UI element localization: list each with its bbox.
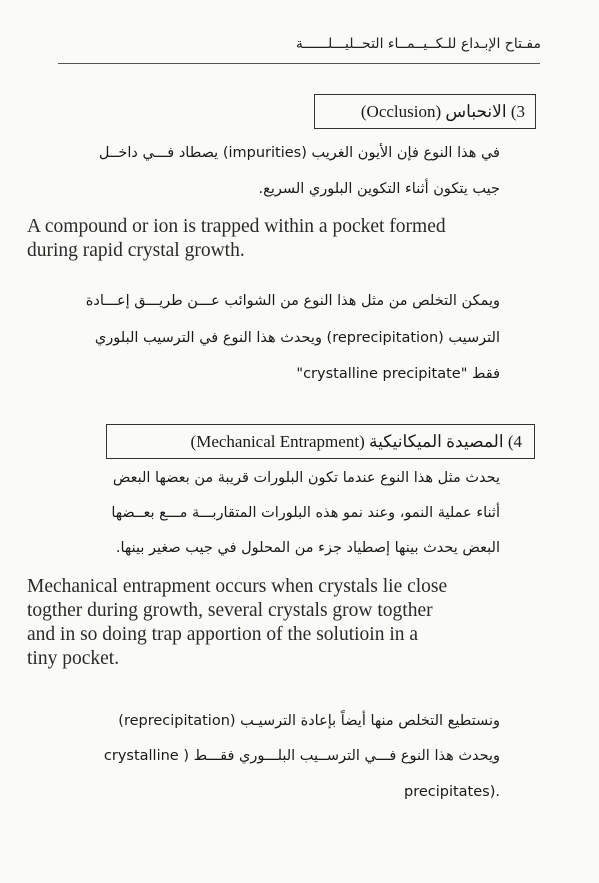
section-4-removal-line-3: .(precipitates <box>403 784 500 800</box>
section-4-english-line-2: togther during growth, several crystals grow togther <box>27 600 433 621</box>
section-3-english-line-2: during rapid crystal growth. <box>27 240 245 261</box>
section-4-english-line-1: Mechanical entrapment occurs when crystals lie close <box>27 576 448 597</box>
section-4-heading: 4) المصيدة الميكانيكية (Mechanical Entrapment) <box>106 424 535 459</box>
section-3-heading: 3) الانحباس (Occlusion) <box>314 94 536 129</box>
section-3-arabic-line-1: في هذا النوع فإن الأيون الغريب (impurities) يصطاد فـــي داخــل <box>98 145 500 161</box>
section-4-english-line-3: and in so doing trap apportion of the solutioin in a <box>27 624 419 645</box>
section-3-removal-line-3: فقط "crystalline precipitate" <box>296 366 500 382</box>
section-4-english-paragraph <box>27 575 500 671</box>
section-3-english-line-1: A compound or ion is trapped within a pocket formed <box>27 216 446 237</box>
section-4-removal-line-1: ونستطيع التخلص منها أيضاً بإعادة الترسيـب (reprecipitation) <box>118 713 500 729</box>
section-3-english-paragraph <box>27 215 500 263</box>
header-rule <box>58 63 540 64</box>
running-header: مفـتاح الإبـداع للـكــيــمــاء التحــليـــلــــــة <box>295 36 541 52</box>
section-4-english-line-4: tiny pocket. <box>27 648 120 669</box>
section-3-arabic-line-2: جيب يتكون أثناء التكوين البلوري السريع. <box>258 181 500 197</box>
section-4-arabic-line-2: أثناء عملية النمو، وعند نمو هذه البلورات المتقاربـــة مـــع بعــضها <box>111 505 500 521</box>
section-3-removal-line-2: الترسيب (reprecipitation) ويحدث هذا النوع في الترسيب البلوري <box>94 330 500 346</box>
section-3-removal-line-1: ويمكن التخلص من مثل هذا النوع من الشوائب عـــن طريـــق إعـــادة <box>85 293 500 309</box>
section-4-arabic-line-3: البعض يحدث بينها إصطياد جزء من المحلول في جيب صغير بينها. <box>115 540 500 556</box>
section-4-removal-line-2: ويحدث هذا النوع فـــي الترســيب البلـــوري فقـــط ( crystalline <box>103 748 500 764</box>
section-4-arabic-line-1: يحدث مثل هذا النوع عندما تكون البلورات قريبة من بعضها البعض <box>112 470 500 486</box>
